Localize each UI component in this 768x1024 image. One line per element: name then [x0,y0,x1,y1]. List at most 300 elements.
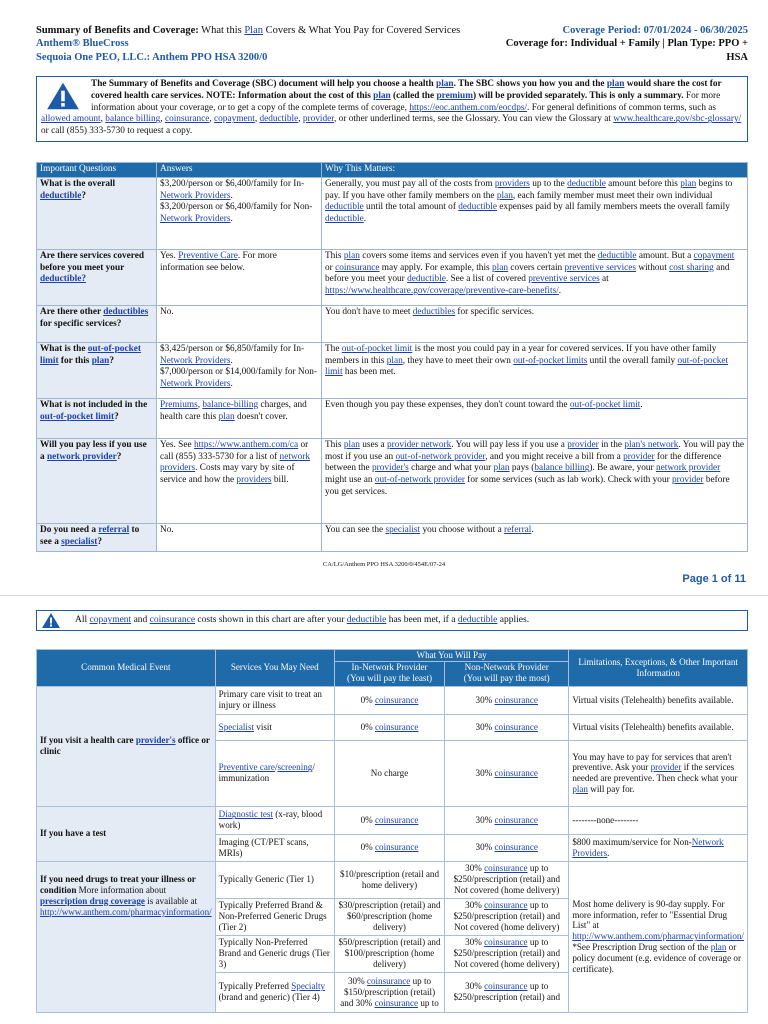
premium-link[interactable]: premium [436,90,473,101]
text-fragment: 0% [360,814,375,825]
text-fragment: , [100,114,106,125]
question-cell [37,305,157,342]
table-row [37,861,748,898]
glossary-term-link[interactable]: out-of-pocket limit [40,411,115,422]
glossary-term-link[interactable]: out-of-network provider [395,451,486,462]
insurer-name: Anthem® BlueCross [36,38,129,50]
glossary-term-link[interactable]: specialist [61,536,98,547]
question-cell [37,177,157,249]
sbc-intro-box [36,76,748,142]
glossary-term-link[interactable]: plan [343,439,360,450]
limitations-cell [569,740,748,806]
glossary-term-link[interactable]: coinsurance [375,842,419,853]
glossary-term-link[interactable]: Network Providers [160,214,231,225]
service-cell [215,806,334,834]
text-fragment: This [325,250,344,261]
text-fragment: up to $250/prescription (retail) and [453,981,561,1003]
text-fragment: office or clinic [40,735,210,757]
text-fragment: What is the overall [40,178,116,189]
glossary-term-link[interactable]: plan's network [624,439,679,450]
glossary-term-link[interactable]: specialist [385,524,421,535]
column-header: Common Medical Event [37,650,216,687]
text-fragment: or [325,262,336,273]
text-fragment: . See a list of covered [445,274,529,285]
glossary-term-link[interactable]: deductible [457,615,498,626]
text-fragment: 30% [475,842,495,853]
glossary-term-link[interactable]: coinsurance [149,615,196,626]
text-fragment: , [254,114,260,125]
text-fragment: ? [109,355,114,366]
text-fragment: up to $250/prescription (retail) and Not covered (home delivery) [453,863,561,896]
text-fragment: for specific services. [455,306,535,317]
text-fragment: 0% [360,721,375,732]
text-fragment: , [209,114,215,125]
text-fragment: 0% [360,694,375,705]
text-fragment: up to the [529,178,568,189]
in-network-cost: $30/prescription (retail) and $60/prescription (home delivery) [334,898,444,935]
text-fragment: $3,200/person or $6,400/family for Non- [160,202,313,213]
glossary-term-link[interactable]: provider network [387,439,452,450]
text-fragment: you choose without a [420,524,505,535]
table-row [37,523,748,551]
plan-type-tail: HSA [726,51,748,63]
text-fragment: covers certain [508,262,565,273]
text-fragment: . For more information see below. [160,250,277,273]
text-fragment: 30% [475,694,495,705]
medical-event-cell: If you have a test [37,806,216,861]
text-fragment: , [298,114,303,125]
text-fragment: Will you pay less if you use a [40,439,147,462]
table-row [37,177,748,249]
text-fragment: $3,425/person or $6,850/family for In- [160,343,305,354]
glossary-term-link[interactable]: Network Providers [160,379,231,390]
coverage-period: Coverage Period: 07/01/2024 - 06/30/2025 [562,25,748,36]
text-fragment: . [607,847,610,858]
provider-link[interactable]: provider [302,114,334,125]
text-fragment: . [640,399,643,410]
text-fragment: Do you need a [40,524,99,535]
text-fragment: up to $250/prescription (retail) and Not covered (home delivery) [453,937,561,970]
sbc-page-2 [0,595,768,1024]
text-fragment: 30% [475,814,495,825]
non-network-cost [445,714,569,740]
why-cell [322,523,748,551]
coinsurance-link[interactable]: coinsurance [164,114,210,125]
glossary-term-link[interactable]: preventive services [564,262,637,273]
medical-event-cell [37,686,216,806]
text-fragment: , they have to meet their own [402,355,514,366]
glossary-term-link[interactable]: deductible [597,250,637,261]
text-fragment: . You will pay the most if you use an [325,439,745,462]
service-cell [215,972,334,1012]
deductible-notice [36,610,748,631]
glossary-term-link[interactable]: deductible [325,214,364,225]
text-fragment: 30% [465,863,485,874]
text-fragment: 30% [465,981,485,992]
text-fragment: pays ( [509,463,535,474]
column-header: In-Network Provider [334,662,444,673]
column-header: (You will pay the least) [334,673,444,686]
text-fragment: uses a [359,439,387,450]
column-header: (You will pay the most) [445,673,569,686]
glossary-term-link[interactable]: plan [91,355,110,366]
limitations-cell [569,861,748,1012]
limitations-cell: Virtual visits (Telehealth) benefits available. [569,714,748,740]
limitations-cell: --------none-------- [569,806,748,834]
service-cell: Typically Non-Preferred Brand and Generic drugs (Tier 3) [215,935,334,972]
why-cell [322,398,748,438]
glossary-term-link[interactable]: Specialty [291,981,326,992]
limitations-cell: Virtual visits (Telehealth) benefits available. [569,686,748,714]
text-fragment: *See Prescription Drug section of the [572,942,711,953]
text-fragment: ? [116,451,122,462]
text-fragment: without [636,262,670,273]
glossary-term-link[interactable]: plan [491,262,508,273]
glossary-term-link[interactable]: plan [218,411,235,422]
text-fragment: until the total amount of [363,202,459,213]
limitations-cell [569,834,748,861]
in-network-cost: $50/prescription (retail) and $100/prescription (home delivery) [334,935,444,972]
glossary-term-link[interactable]: out-of-network provider [374,475,465,486]
glossary-term-link[interactable]: Network Providers [160,355,231,366]
text-fragment: / [274,762,278,773]
glossary-term-link[interactable]: copayment [89,615,132,626]
glossary-term-link[interactable]: copayment [693,250,735,261]
text-fragment: Yes. [160,250,179,261]
service-cell [215,714,334,740]
glossary-term-link[interactable]: providers [236,475,272,486]
deductible-link[interactable]: deductible [259,114,299,125]
column-header: Limitations, Exceptions, & Other Important Information [569,650,748,687]
in-network-cost: $10/prescription (retail and home delivery) [334,861,444,898]
glossary-term-link[interactable]: out-of-pocket limit [569,399,641,410]
text-fragment: 0% [360,842,375,853]
text-fragment: has been met. [342,367,396,378]
text-fragment: applies. [497,615,530,626]
column-header: Why This Matters: [322,163,748,178]
text-fragment: . [531,524,534,535]
table-row [37,438,748,523]
glossary-term-link[interactable]: out-of-pocket limit [325,355,729,378]
text-fragment: . [558,286,562,297]
glossary-term-link[interactable]: deductible [325,202,364,213]
glossary-term-link[interactable]: screening [277,762,313,773]
glossary-term-link[interactable]: deductible [40,190,82,201]
warning-icon [45,81,81,111]
glossary-term-link[interactable]: plan [493,463,510,474]
plan-link[interactable]: plan [436,79,454,89]
text-fragment: covers some items and services even if you haven't yet met the [359,250,598,261]
text-fragment: . [230,214,233,225]
text-fragment: would share the cost for covered health care services. NOTE: Information about the cost of this [91,79,722,101]
text-fragment: $800 maximum/service for Non- [572,836,692,847]
text-fragment: ? [97,536,102,547]
text-fragment: for some services (such as lab work). Check with your [464,475,673,486]
document-code: CA/LG/Anthem PPO HSA 3200/0/454E/07-24 [322,561,446,568]
plan-link[interactable]: Plan [244,25,264,36]
text-fragment: and [131,615,150,626]
text-fragment: for specific services? [40,318,122,329]
text-fragment: . You will pay less if you use a [451,439,568,450]
glossary-term-link[interactable]: provider [623,451,655,462]
why-cell [322,305,748,342]
glossary-term-link[interactable]: referral [504,524,532,535]
glossary-term-link[interactable]: coinsurance [374,997,419,1008]
glossary-term-link[interactable]: provider [672,475,704,486]
glossary-term-link[interactable]: coinsurance [494,721,538,732]
table-row [37,249,748,305]
glossary-term-link[interactable]: provider's [135,735,176,746]
text-fragment: Summary of Benefits and Coverage: [36,25,199,36]
glossary-term-link[interactable]: Preventive Care [178,250,238,261]
text-fragment: For more information about your coverage, or to get a copy of the complete terms of coverage, [91,90,721,113]
text-fragment: . For general definitions of common terms, such as [527,102,717,113]
in-network-cost: No charge [334,740,444,806]
text-fragment: The [325,343,342,354]
glossary-term-link[interactable]: prescription drug coverage [40,895,145,906]
text-fragment: begins to pay. If you have other family members on the [325,178,733,201]
glossary-term-link[interactable]: coinsurance [375,694,419,705]
glossary-term-link[interactable]: out-of-pocket limit [341,343,413,354]
text-fragment: What is the [40,343,88,354]
glossary-term-link[interactable]: balance billing [534,463,590,474]
text-fragment: (called the [390,90,437,101]
text-fragment: doesn't cover. [234,411,288,422]
text-fragment: , each family member must meet their own individual [512,190,713,201]
glossary-term-link[interactable]: plan [496,190,513,201]
text-fragment: amount before this [605,178,681,189]
glossary-term-link[interactable]: provider [567,439,599,450]
important-questions-table [36,162,748,552]
glossary-term-link[interactable]: deductible [567,178,606,189]
glossary-term-link[interactable]: cost sharing [669,262,714,273]
glossary-term-link[interactable]: Premiums [160,399,198,410]
text-fragment: Most home delivery is 90-day supply. For more information, refer to "Essential Drug List" at [572,898,728,931]
text-fragment: to see a [40,524,140,547]
text-fragment: for this [58,355,92,366]
medical-events-table [36,649,748,1013]
service-cell: Primary care visit to treat an injury or illness [215,686,334,714]
glossary-term-link[interactable]: provider [650,762,682,773]
glossary-term-link[interactable]: plan [572,784,588,795]
glossary-term-link[interactable]: coinsurance [484,981,528,992]
non-network-cost [445,972,569,1012]
coverage-for: Coverage for: Individual + Family | Plan Type: PPO + [505,38,748,50]
text-fragment: . [230,190,233,201]
glossary-term-link[interactable]: http://www.anthem.com/pharmacyinformation/ [40,906,212,917]
text-fragment: . [363,214,367,225]
plan-name: Sequoia One PEO, LLC.: Anthem PPO HSA 3200/0 [36,51,268,63]
text-fragment: or call (855) 333-5730 to request a copy. [41,126,193,137]
glossary-term-link[interactable]: plan [710,942,727,953]
medical-event-cell [37,861,216,1012]
text-fragment: ? [81,190,86,201]
text-fragment: up to [418,997,439,1008]
glossary-term-link[interactable]: plan [680,178,697,189]
answer-cell [157,177,322,249]
text-fragment: may apply. For example, this [379,262,492,273]
glossary-term-link[interactable]: Preventive care [218,762,275,773]
glossary-term-link[interactable]: Specialist [218,721,255,732]
text-fragment: amount. But a [636,250,694,261]
text-fragment: is available at [144,895,198,906]
text-fragment: What this [198,25,245,36]
text-fragment: charges, and health care this [160,399,307,422]
non-network-cost [445,806,569,834]
text-fragment: costs shown in this chart are after your [195,615,347,626]
glossary-term-link[interactable]: plan [386,355,403,366]
in-network-cost [334,972,444,1012]
glossary-term-link[interactable]: coinsurance [484,863,528,874]
glossary-term-link[interactable]: coinsurance [494,694,538,705]
plan-link[interactable]: plan [606,79,625,89]
service-cell: Typically Generic (Tier 1) [215,861,334,898]
glossary-term-link[interactable]: Network Providers [572,836,724,858]
answer-cell: No. [157,305,322,342]
text-fragment: Are there other [40,306,104,317]
glossary-term-link[interactable]: network providers [160,451,311,474]
text-fragment: ) will be provided separately. This is only a summary. [472,90,684,101]
text-fragment: ? [114,411,119,422]
text-fragment: before you get services. [325,475,730,497]
text-fragment: This [325,439,344,450]
glossary-term-link[interactable]: referral [98,524,130,535]
text-fragment: 30% [475,767,495,778]
text-fragment: expenses paid by all family members meets the overall family [496,202,730,213]
text-fragment: . [230,355,233,366]
eoc-url-link[interactable]: https://eoc.anthem.com/eocdps/ [409,102,528,113]
text-fragment: 30% [465,900,485,911]
glossary-term-link[interactable]: provider's [371,463,409,474]
balance-billing-link[interactable]: balance billing [105,114,161,125]
question-cell [37,523,157,551]
column-header: What You Will Pay [334,650,568,662]
glossary-term-link[interactable]: coinsurance [494,767,538,778]
answer-cell: No. [157,523,322,551]
question-cell [37,398,157,438]
text-fragment: bill. [271,475,289,486]
glossary-term-link[interactable]: coinsurance [375,721,419,732]
glossary-term-link[interactable]: deductible [407,274,446,285]
text-fragment: Covers & What You Pay for Covered Services [263,25,461,36]
non-network-cost [445,935,569,972]
non-network-cost [445,686,569,714]
glossary-url-link[interactable]: www.healthcare.gov/sbc-glossary/ [613,114,742,125]
text-fragment: up to $250/prescription (retail) and Not covered (home delivery) [453,900,561,933]
in-network-cost [334,714,444,740]
text-fragment: , or other underlined terms, see the Glossary. You can view the Glossary at [333,114,614,125]
table-row [37,686,748,714]
warning-icon [41,612,61,629]
table-row [37,398,748,438]
text-fragment: . Costs may vary by site of service and how the [160,463,295,486]
glossary-term-link[interactable]: plan [343,250,360,261]
text-fragment: or policy document (e.g. evidence of coverage or certificate). [572,942,741,975]
glossary-term-link[interactable]: coinsurance [494,814,538,825]
text-fragment: in the [598,439,625,450]
text-fragment: If you need drugs to treat your illness or condition [40,873,196,895]
glossary-term-link[interactable]: network provider [46,451,117,462]
glossary-term-link[interactable]: coinsurance [484,900,528,911]
glossary-term-link[interactable]: coinsurance [484,937,528,948]
glossary-term-link[interactable]: deductible [458,202,497,213]
table-row [37,806,748,834]
text-fragment: until the overall family [587,355,678,366]
text-fragment: Even though you pay these expenses, they don't count toward the [325,399,570,410]
text-fragment: If you visit a health care [40,735,136,746]
text-fragment: Yes. See [160,439,194,450]
glossary-term-link[interactable]: deductible [346,615,387,626]
glossary-term-link[interactable]: coinsurance [375,814,419,825]
glossary-term-link[interactable]: deductible? [40,274,86,285]
service-cell: Imaging (CT/PET scans, MRIs) [215,834,334,861]
allowed-amount-link[interactable]: allowed amount [41,114,101,125]
column-header: Services You May Need [215,650,334,687]
glossary-term-link[interactable]: deductibles [103,306,149,317]
service-cell: Typically Preferred Brand & Non-Preferred Generic Drugs (Tier 2) [215,898,334,935]
text-fragment: $3,200/person or $6,400/family for In- [160,178,305,189]
text-fragment: charge and what your [408,463,494,474]
glossary-term-link[interactable]: coinsurance [335,262,380,273]
glossary-term-link[interactable]: deductibles [412,306,456,317]
glossary-term-link[interactable]: out-of-pocket limit [40,343,141,366]
text-fragment: Typically Preferred [218,981,292,992]
in-network-cost [334,686,444,714]
glossary-term-link[interactable]: https://www.healthcare.gov/coverage/preventive-care-benefits/ [325,286,559,297]
text-fragment: . The SBC shows you how you and the [453,79,607,89]
answer-cell [157,438,322,523]
plan-link[interactable]: plan [373,90,391,101]
glossary-term-link[interactable]: http://www.anthem.com/pharmacyinformation/ [572,931,744,942]
column-header: Answers [157,163,322,178]
question-cell [37,249,157,305]
text-fragment: . [230,379,233,390]
glossary-term-link[interactable]: coinsurance [494,842,538,853]
table-row [37,305,748,342]
copayment-link[interactable]: copayment [214,114,255,125]
text-fragment: You may have to pay for services that aren't preventive. Ask your [572,751,732,773]
text-fragment: and before you meet your [325,262,730,285]
page-number: Page 1 of 11 [682,573,746,585]
text-fragment: 30% [475,721,495,732]
text-fragment: , [160,114,165,125]
glossary-term-link[interactable]: providers [494,178,530,189]
non-network-cost [445,834,569,861]
document-title [36,24,460,37]
document-header [36,24,748,64]
in-network-cost [334,834,444,861]
glossary-term-link[interactable]: preventive services [528,274,600,285]
text-fragment: , [197,399,203,410]
glossary-term-link[interactable]: Network Providers [160,190,231,201]
why-cell [322,438,748,523]
glossary-term-link[interactable]: balance-billing [202,399,259,410]
text-fragment: More information about [76,884,167,895]
answer-cell [157,249,322,305]
glossary-term-link[interactable]: network provider [655,463,721,474]
text-fragment: ). Be aware, your [589,463,656,474]
column-header: Important Questions [37,163,157,178]
glossary-term-link[interactable]: coinsurance [366,975,411,986]
table-header-row [37,163,748,178]
glossary-term-link[interactable]: out-of-pocket limits [513,355,588,366]
why-cell [322,177,748,249]
glossary-term-link[interactable]: https://www.anthem.com/ca [193,439,299,450]
text-fragment: at [599,274,609,285]
non-network-cost [445,898,569,935]
glossary-term-link[interactable]: Diagnostic test [218,809,273,820]
text-fragment: 30% [347,975,367,986]
